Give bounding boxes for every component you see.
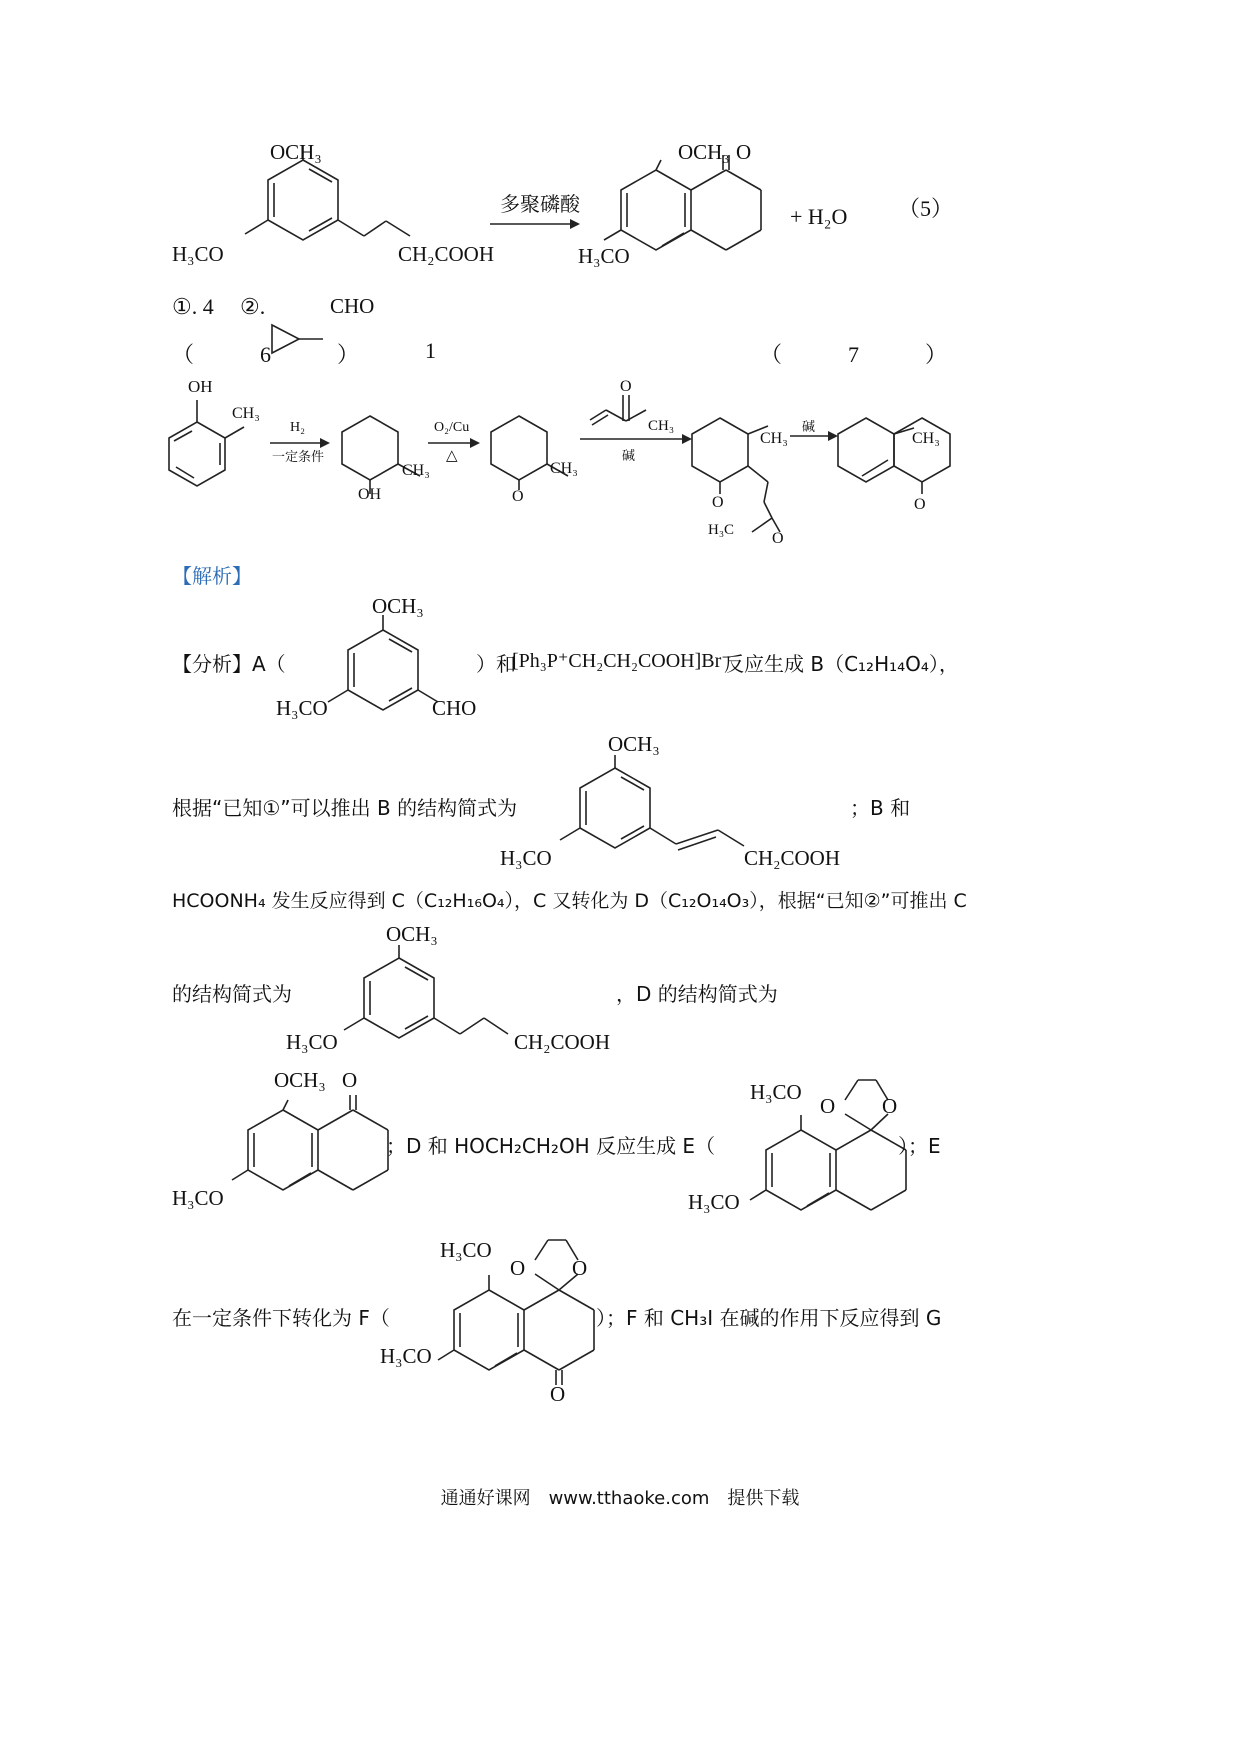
question-7: （ 7 ） — [760, 342, 948, 367]
label-h3co-top: H₃CO — [172, 242, 224, 266]
label-ch2cooh-top: CH₂COOH — [398, 242, 494, 266]
label-h3co-product: H₃CO — [578, 244, 630, 268]
analysis-p6-b: ）；F 和 CH₃I 在碱的作用下反应得到 G — [596, 1306, 942, 1330]
methylcyclohexanone — [491, 416, 568, 490]
label-oh-cresol: OH — [188, 377, 213, 396]
label-h3co-c: H₃CO — [286, 1030, 338, 1054]
label-ch3-product: CH₃ — [912, 430, 940, 447]
label-condition: 一定条件 — [272, 450, 325, 465]
label-cho-a: CHO — [432, 696, 477, 720]
label-h3co-f-bottom: H₃CO — [380, 1344, 432, 1368]
label-h3co-f-top: H₃CO — [440, 1238, 492, 1262]
analysis-p2-a: 根据“已知①”可以推出 B 的结构简式为 — [172, 796, 518, 820]
answer-6-value: 1 — [425, 338, 436, 363]
label-plus-water: + H₂O — [790, 204, 848, 229]
label-o-f-left: O — [510, 1256, 526, 1280]
label-h3co-d: H₃CO — [172, 1186, 224, 1210]
reagent-polyphosphoric-acid: 多聚磷酸 — [500, 192, 580, 216]
label-h2: H₂ — [290, 420, 305, 435]
label-o-mvk: O — [620, 378, 632, 395]
analysis-p6-a: 在一定条件下转化为 F（ — [172, 1306, 390, 1330]
analysis-p1-a: 【分析】A（ — [172, 652, 286, 676]
label-o-f-right: O — [572, 1256, 588, 1280]
label-och3-c: OCH₃ — [386, 922, 438, 946]
structure-b — [560, 755, 744, 850]
label-h3c-adduct: H₃C — [708, 522, 735, 538]
label-h3co-a: H₃CO — [276, 696, 328, 720]
structure-c — [344, 945, 508, 1038]
analysis-p5-a: ；D 和 HOCH₂CH₂OH 反应生成 E（ — [386, 1134, 716, 1158]
label-ch3-ketone: CH₃ — [550, 460, 578, 477]
structure-d — [232, 1095, 388, 1190]
label-o-e-right: O — [882, 1094, 898, 1118]
label-o2cu: O₂/Cu — [434, 420, 470, 435]
label-h3co-e-top: H₃CO — [750, 1080, 802, 1104]
label-base-2: 碱 — [802, 420, 816, 435]
label-ch3-adduct: CH₃ — [760, 430, 788, 447]
label-oh-alcohol: OH — [358, 486, 382, 503]
label-ch3-cresol: CH₃ — [232, 405, 260, 422]
answer-item-1: ①. 4 — [172, 294, 214, 319]
reaction-arrowhead — [570, 219, 580, 229]
question-5: （5） — [898, 196, 954, 221]
product-tetralone — [604, 155, 761, 250]
analysis-p2-b: ；B 和 — [850, 796, 911, 820]
label-h3co-b: H₃CO — [500, 846, 552, 870]
question-6: （ 6 ） — [172, 342, 360, 367]
methyl-vinyl-ketone — [590, 395, 646, 425]
analysis-p1-b: ）和 — [476, 652, 516, 676]
label-o-adduct-2: O — [772, 530, 784, 547]
label-o-e-left: O — [820, 1094, 836, 1118]
label-o-f-ketone: O — [550, 1382, 566, 1406]
label-ch3-alcohol: CH₃ — [402, 462, 430, 479]
label-o-product: O — [736, 140, 752, 164]
structure-a — [328, 615, 438, 710]
label-och3-product: OCH₃ — [678, 140, 730, 164]
answer-item-2: ②. — [240, 294, 266, 319]
label-delta: △ — [446, 448, 458, 464]
label-o-ketone: O — [512, 488, 524, 505]
label-och3-d: OCH₃ — [274, 1068, 326, 1092]
analysis-header: 【解析】 — [172, 564, 252, 588]
label-och3-a: OCH₃ — [372, 594, 424, 618]
label-och3-top: OCH₃ — [270, 140, 322, 164]
analysis-p4-b: ，D 的结构简式为 — [616, 982, 778, 1006]
label-ch2cooh-c: CH₂COOH — [514, 1030, 610, 1054]
label-base: 碱 — [622, 449, 636, 464]
analysis-p4-a: 的结构简式为 — [172, 982, 292, 1006]
label-o-product: O — [914, 496, 926, 513]
methylcyclohexanol — [342, 416, 420, 494]
label-ch2cooh-b: CH₂COOH — [744, 846, 840, 870]
label-o-d: O — [342, 1068, 358, 1092]
label-cho-cyclopropane: CHO — [330, 294, 375, 318]
analysis-p1-c: 反应生成 B（C₁₂H₁₄O₄）， — [724, 652, 959, 676]
label-ch3-mvk: CH₃ — [648, 418, 675, 434]
label-h3co-e-bottom: H₃CO — [688, 1190, 740, 1214]
label-och3-b: OCH₃ — [608, 732, 660, 756]
analysis-p5-b: ）；E — [898, 1134, 941, 1158]
page-footer: 通通好课网 www.tthaoke.com 提供下载 — [440, 1488, 800, 1509]
label-o-adduct: O — [712, 494, 724, 511]
analysis-p1-reagent: [Ph₃P⁺CH₂CH₂COOH]Br⁻ — [512, 650, 732, 672]
analysis-p3: HCOONH₄ 发生反应得到 C（C₁₂H₁₆O₄），C 又转化为 D（C₁₂O₁₄O₃），根据“已知②”可推出 C — [172, 890, 967, 912]
